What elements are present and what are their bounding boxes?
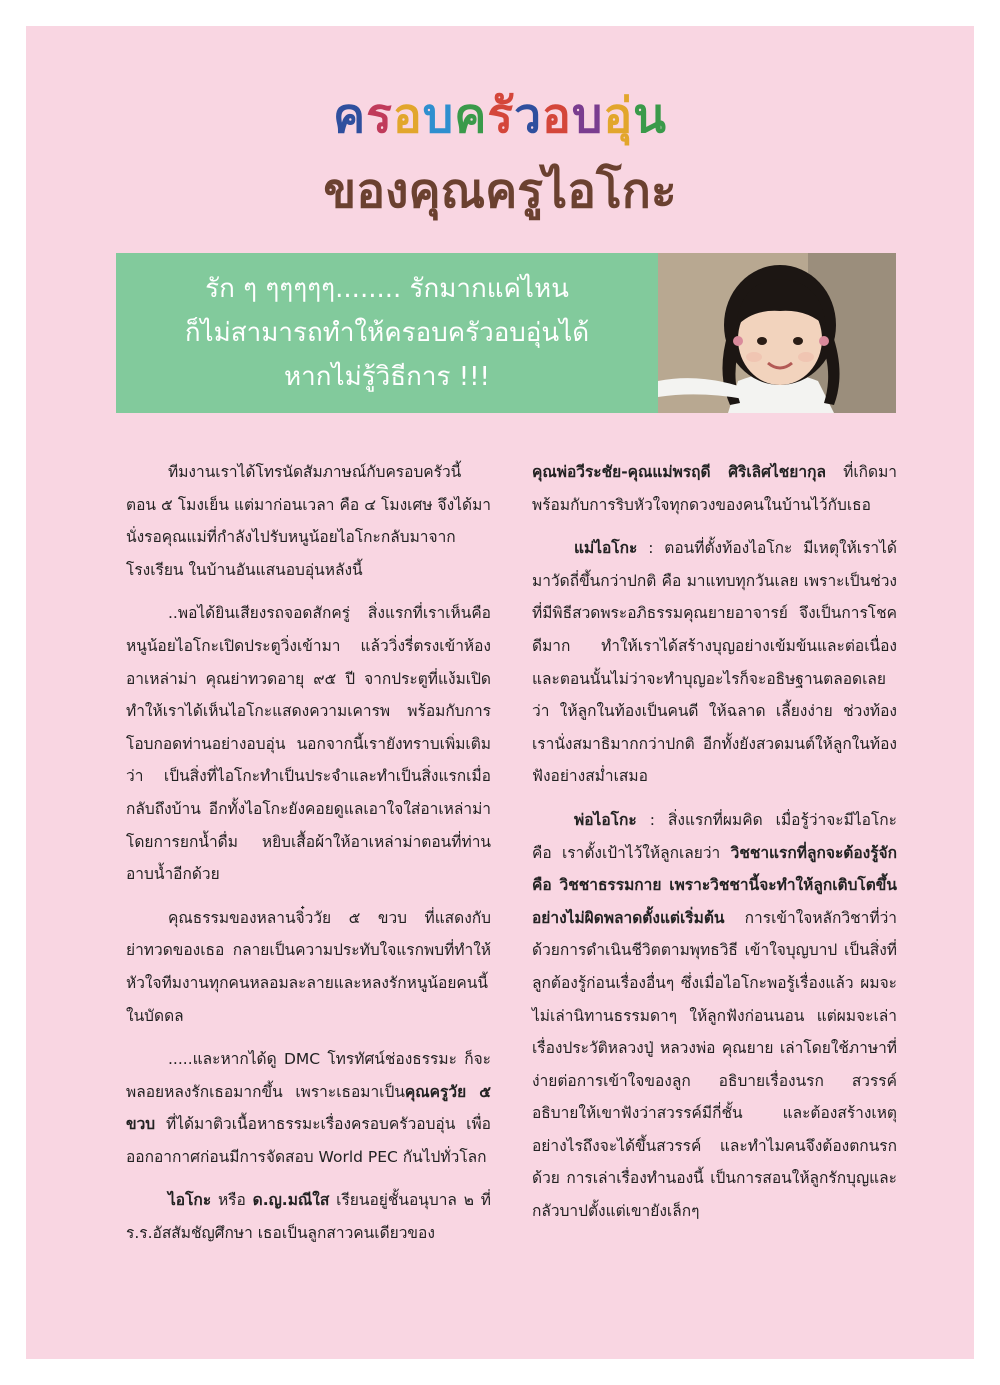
right-column: [532, 456, 897, 1239]
paragraph: [532, 804, 897, 1228]
title-line-2: ของคุณครูไอโกะ: [323, 163, 677, 219]
quote-line-2: ก็ไม่สามารถทำให้ครอบครัวอบอุ่นได้: [184, 318, 590, 348]
bold-text: ด.ญ.มณีใส: [252, 1191, 330, 1210]
bold-text: แม่ไอโกะ: [574, 539, 638, 558]
text-run: เรียนอยู่ชั้นอนุบาล ๒ ที่ ร.ร.อัสสัมชัญศึกษา เธอเป็นลูกสาวคนเดียวของ: [126, 1191, 491, 1243]
bold-text: พ่อไอโกะ: [574, 810, 637, 829]
title-letter: อ: [603, 88, 634, 144]
paragraph: [126, 1043, 491, 1173]
quote-line-3: หากไม่รู้วิธีการ !!!: [284, 362, 490, 392]
text-run: การเข้าใจหลักวิชาที่ว่าด้วยการดำเนินชีวิตตามพุทธวิธี เข้าใจบุญบาป เป็นสิ่งที่ลูกต้องรู้ก่อนเรื่องอื่นๆ ซึ่งเมื่อไอโกะพอรู้เรื่องแล้ว ผมจะไม่เล่านิทานธรรมดาๆ ให้ลูกฟังก่อนนอน แต่ผมจะเล่าเรื่องประวัติหลวงปู่ หลวงพ่อ คุณยาย เล่าโดยใช้ภาษาที่ง่ายต่อการเข้าใจของลูก อธิบายเรื่องนรก สวรรค์ อธิบายให้เขาฟังว่าสวรรค์มีกี่ชั้น และต้องสร้างเหตุอย่างไรถึงจะได้ขึ้นสวรรค์ และทำไมคนจึงต้องตกนรกด้วย การเล่าเรื่องทำนองนี้ เป็นการสอนให้ลูกรักบุญและกลัวบาปตั้งแต่เขายังเล็กๆ: [532, 908, 897, 1221]
title-letter: ร: [366, 88, 393, 144]
paragraph: [532, 532, 897, 793]
title-letter: น: [633, 88, 667, 144]
text-run: ที่เกิดมาพร้อมกับการริบหัวใจทุกดวงของคนในบ้านไว้กับเธอ: [532, 463, 897, 514]
banner: [116, 253, 896, 413]
bold-text: วิชชาแรกที่ลูกจะต้องรู้จัก คือ วิชชาธรรมกาย เพราะวิชชานี้จะทำให้ลูกเติบโตขึ้นอย่างไม่ผิดพลาดตั้งแต่เริ่มต้น: [532, 843, 897, 927]
title-line-1: [26, 86, 974, 146]
text-run: .....และหากได้ดู DMC โทรทัศน์ช่องธรรมะ ก็จะพลอยหลงรักเธอมากขึ้น เพราะเธอมาเป็น: [126, 1050, 491, 1101]
text-run: ที่ได้มาติวเนื้อหาธรรมะเรื่องครอบครัวอบอุ่น เพื่อออกอากาศก่อนมีการจัดสอบ World PEC กันไปทั่วโลก: [126, 1115, 491, 1166]
text-run: : ตอนที่ตั้งท้องไอโกะ มีเหตุให้เราได้มาวัดถี่ขึ้นกว่าปกติ คือ มาแทบทุกวันเลย เพราะเป็นช่วงที่มีพิธีสวดพระอภิธรรมคุณยายอาจารย์ จึงเป็นการโชคดีมาก ทำให้เราได้สร้างบุญอย่างเข้มข้นและต่อเนื่อง และตอนนั้นไม่ว่าจะทำบุญอะไรก็จะอธิษฐานตลอดเลยว่า ให้ลูกในท้องเป็นคนดี ให้ฉลาด เลี้ยงง่าย ช่วงท้องเรานั่งสมาธิมากกว่าปกติ อีกทั้งยังสวดมนต์ให้ลูกในท้องฟังอย่างสม่ำเสมอ: [532, 539, 897, 786]
paragraph: [126, 1184, 491, 1249]
paragraph: ทีมงานเราได้โทรนัดสัมภาษณ์กับครอบครัวนี้ตอน ๕ โมงเย็น แต่มาก่อนเวลา คือ ๔ โมงเศษ จึงได้มานั่งรอคุณแม่ที่กำลังไปรับหนูน้อยไอโกะกลับมาจากโรงเรียน ในบ้านอันแสนอบอุ่นหลังนี้: [126, 463, 491, 579]
paragraph: คุณธรรมของหลานจิ๋ววัย ๕ ขวบ ที่แสดงกับย่าทวดของเธอ กลายเป็นความประทับใจแรกพบที่ทำให้หัวใจทีมงานทุกคนหลอมละลายและหลงรักหนูน้อยคนนี้ในบัดดล: [126, 908, 491, 1025]
title-letter: ว: [514, 88, 543, 144]
banner-quote: [116, 253, 658, 413]
title-letter: อ: [392, 88, 423, 144]
title-letter: บ: [571, 88, 604, 144]
title-letter: ร: [487, 88, 515, 144]
text-run: หรือ: [211, 1191, 253, 1210]
quote-line-1: รัก ๆ ๆๆๆๆๆ........ รักมากแค่ไหน: [205, 274, 569, 304]
bold-text: คุณครูวัย ๕ ขวบ: [126, 1082, 492, 1134]
paragraph: ..พอได้ยินเสียงรถจอดสักครู่ สิ่งแรกที่เราเห็นคือหนูน้อยไอโกะเปิดประตูวิ่งเข้ามา แล้ววิ่งรี่ตรงเข้าห้องอาเหล่าม่า คุณย่าทวดอายุ ๙๕ ปี จากประตูที่แง้มเปิด ทำให้เราได้เห็นไอโกะแสดงความเคารพ พร้อมกับการโอบกอดท่านอย่างอบอุ่น นอกจากนี้เรายังทราบเพิ่มเติมว่า เป็นสิ่งที่ไอโกะทำเป็นประจำและทำเป็นสิ่งแรกเมื่อกลับถึงบ้าน อีกทั้งไอโกะยังคอยดูแลเอาใจใส่อาเหล่าม่า โดยการยกน้ำดื่ม หยิบเสื้อผ้าให้อาเหล่าม่าตอนที่ท่านอาบน้ำอีกด้วย: [126, 604, 491, 884]
title-letter: บ: [422, 88, 455, 144]
title-letter: ค: [333, 88, 367, 144]
child-photo-illustration: [658, 253, 896, 413]
bold-text: ไอโกะ: [168, 1191, 212, 1210]
bold-text: คุณพ่อวีระชัย-คุณแม่พรฤดี ศิริเลิศไชยากุล: [532, 463, 826, 481]
title-letter: ค: [454, 88, 488, 144]
child-photo: [658, 253, 896, 413]
paragraph: [532, 456, 897, 521]
title-letter: อ: [542, 88, 572, 144]
page-background: [26, 26, 974, 1359]
left-column: [126, 456, 491, 1261]
text-run: : สิ่งแรกที่ผมคิด เมื่อรู้ว่าจะมีไอโกะ คือ เราตั้งเป้าไว้ให้ลูกเลยว่า: [532, 810, 897, 862]
